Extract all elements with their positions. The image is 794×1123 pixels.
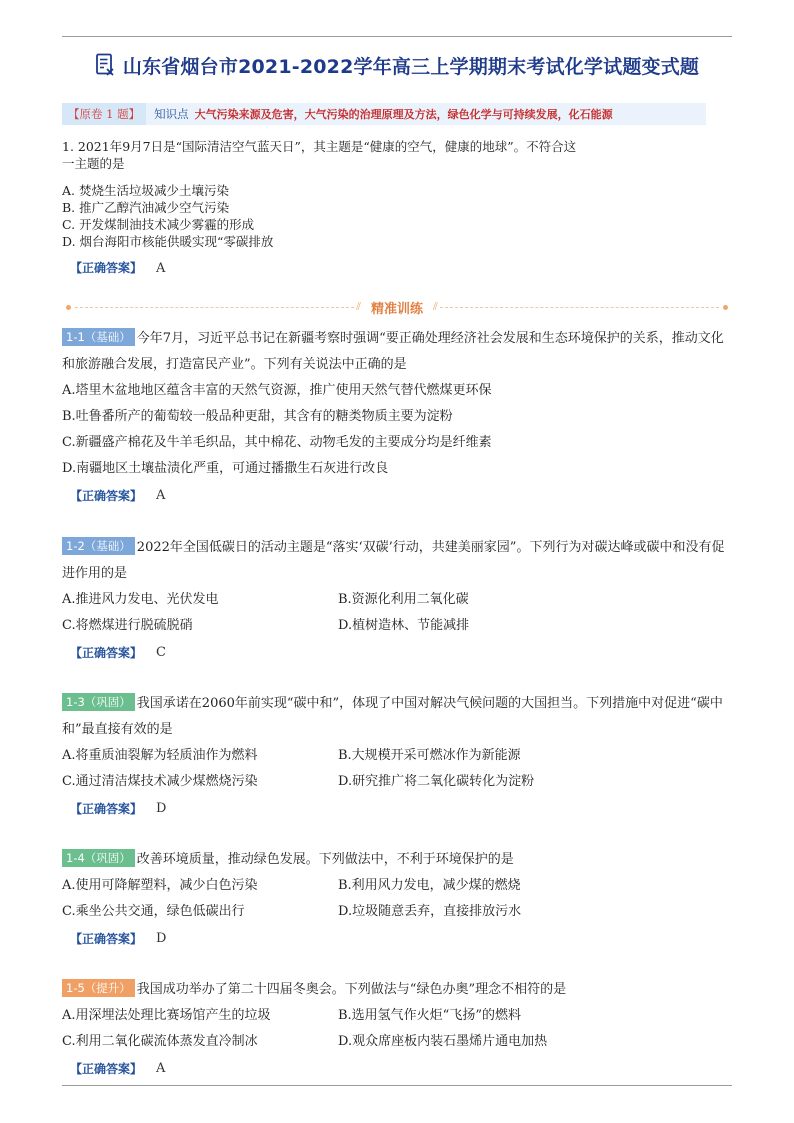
- divider-line: [75, 307, 354, 308]
- option-a: A.推进风力发电、光伏发电: [62, 592, 219, 607]
- answer: [70, 482, 734, 508]
- option-a: A.使用可降解塑料，减少白色污染: [62, 878, 258, 893]
- original-option-d: D. 烟台海阳市核能供暖实现“零碳排放: [62, 234, 274, 249]
- top-rule: [62, 36, 732, 37]
- original-stem-line-2: 一主题的是: [62, 156, 125, 171]
- option-a: A.将重质油裂解为轻质油作为燃料: [62, 748, 258, 763]
- answer: [70, 1055, 734, 1081]
- option-c: C.利用二氧化碳流体蒸发直冷制冰: [62, 1034, 258, 1049]
- option-a: A.塔里木盆地地区蕴含丰富的天然气资源，推广使用天然气替代燃煤更环保: [62, 383, 492, 398]
- divider-dot: [723, 305, 728, 310]
- answer-value: A: [156, 487, 166, 503]
- difficulty-tag: 1-2（基础）: [62, 537, 135, 555]
- option-c: C.新疆盛产棉花及牛羊毛织品，其中棉花、动物毛发的主要成分均是纤维素: [62, 435, 492, 450]
- difficulty-tag: 1-1（基础）: [62, 328, 135, 346]
- answer-value: A: [156, 261, 166, 276]
- answer-label: 【正确答案】: [70, 1061, 143, 1076]
- difficulty-tag: 1-5（提升）: [62, 979, 135, 997]
- answer-label: 【正确答案】: [70, 645, 143, 660]
- option-d: D.研究推广将二氧化碳转化为淀粉: [338, 774, 535, 789]
- option-b: B.选用氢气作火炬“飞扬”的燃料: [338, 1008, 521, 1023]
- answer: [70, 795, 734, 821]
- option-d: D.植树造林、节能减排: [338, 618, 470, 633]
- question-stem: [62, 691, 734, 743]
- original-question: [62, 138, 622, 277]
- stem-text: 2022年全国低碳日的活动主题是“落实‘双碳’行动，共建美丽家园”。下列行为对碳达峰或碳中和没有促进作用的是: [62, 540, 725, 581]
- question-1-2: [62, 535, 734, 665]
- difficulty-tag: 1-4（巩固）: [62, 849, 135, 867]
- page-title: 山东省烟台市2021-2022学年高三上学期期末考试化学试题变式题: [122, 55, 700, 78]
- option-d: D.南疆地区土壤盐渍化严重，可通过播撒生石灰进行改良: [62, 461, 389, 476]
- stem-text: 改善环境质量，推动绿色发展。下列做法中，不利于环境保护的是: [136, 852, 514, 867]
- answer-label: 【正确答案】: [70, 261, 143, 275]
- answer-label: 【正确答案】: [70, 801, 143, 816]
- original-option-c: C. 开发煤制油技术减少雾霾的形成: [62, 217, 255, 232]
- stem-text: 我国承诺在2060年前实现“碳中和”，体现了中国对解决气候问题的大国担当。下列措施中对促进“碳中和”最直接有效的是: [62, 696, 723, 737]
- option-c: C.将燃煤进行脱硫脱硝: [62, 618, 193, 633]
- document-check-icon: [95, 53, 115, 77]
- original-option-b: B. 推广乙醇汽油减少空气污染: [62, 200, 230, 215]
- answer-label: 【正确答案】: [70, 488, 143, 503]
- option-c: C.通过清洁煤技术减少煤燃烧污染: [62, 774, 258, 789]
- knowledge-point-bar: [62, 103, 706, 125]
- question-1-5: [62, 977, 734, 1081]
- answer-value: A: [156, 1060, 166, 1076]
- answer-value: C: [156, 644, 166, 660]
- options-grid: [62, 587, 734, 639]
- original-question-tag: 【原卷 1 题】: [62, 103, 146, 125]
- option-c: C.乘坐公共交通，绿色低碳出行: [62, 904, 245, 919]
- original-option-a: A. 焚烧生活垃圾减少土壤污染: [62, 183, 229, 198]
- answer-value: D: [156, 930, 167, 946]
- stem-text: 今年7月，习近平总书记在新疆考察时强调“要正确处理经济社会发展和生态环境保护的关系，推动文化和旅游融合发展，打造富民产业”。下列有关说法中正确的是: [62, 331, 724, 372]
- original-answer: [70, 260, 622, 277]
- question-stem: [62, 977, 734, 1003]
- option-b: B.利用风力发电，减少煤的燃烧: [338, 878, 521, 893]
- stem-text: 我国成功举办了第二十四届冬奥会。下列做法与“绿色办奥”理念不相符的是: [136, 982, 567, 997]
- option-d: D.垃圾随意丢弃，直接排放污水: [338, 904, 522, 919]
- knowledge-point-label: 知识点: [154, 107, 189, 121]
- difficulty-tag: 1-3（巩固）: [62, 693, 135, 711]
- answer-label: 【正确答案】: [70, 931, 143, 946]
- question-1-4: [62, 847, 734, 951]
- original-stem-line-1: 1. 2021年9月7日是“国际清洁空气蓝天日”，其主题是“健康的空气，健康的地球”。不符合这: [62, 139, 577, 154]
- options-grid: [62, 743, 734, 795]
- divider-ticks-icon: ⫽: [433, 300, 438, 313]
- options-grid: [62, 1003, 734, 1055]
- option-d: D.观众席座板内装石墨烯片通电加热: [338, 1034, 548, 1049]
- original-options: [62, 182, 622, 250]
- divider-dot: [66, 305, 71, 310]
- question-stem: [62, 326, 734, 378]
- section-divider: [62, 298, 732, 316]
- option-b: B.吐鲁番所产的葡萄较一般品种更甜，其含有的糖类物质主要为淀粉: [62, 409, 453, 424]
- option-b: B.大规模开采可燃冰作为新能源: [338, 748, 521, 763]
- question-stem: [62, 847, 734, 873]
- answer-value: D: [156, 800, 167, 816]
- question-1-3: [62, 691, 734, 821]
- option-b: B.资源化利用二氧化碳: [338, 592, 469, 607]
- answer: [70, 925, 734, 951]
- question-stem: [62, 535, 734, 587]
- question-1-1: [62, 326, 734, 508]
- option-a: A.用深埋法处理比赛场馆产生的垃圾: [62, 1008, 271, 1023]
- section-title: 精准训练: [371, 301, 424, 317]
- divider-ticks-icon: ⫽: [356, 300, 361, 313]
- knowledge-point-value: 大气污染来源及危害，大气污染的治理原理及方法，绿色化学与可持续发展，化石能源: [194, 108, 613, 121]
- divider-line: [440, 307, 719, 308]
- options-grid: [62, 873, 734, 925]
- answer: [70, 639, 734, 665]
- page-header: [62, 48, 732, 82]
- bottom-rule: [62, 1085, 732, 1086]
